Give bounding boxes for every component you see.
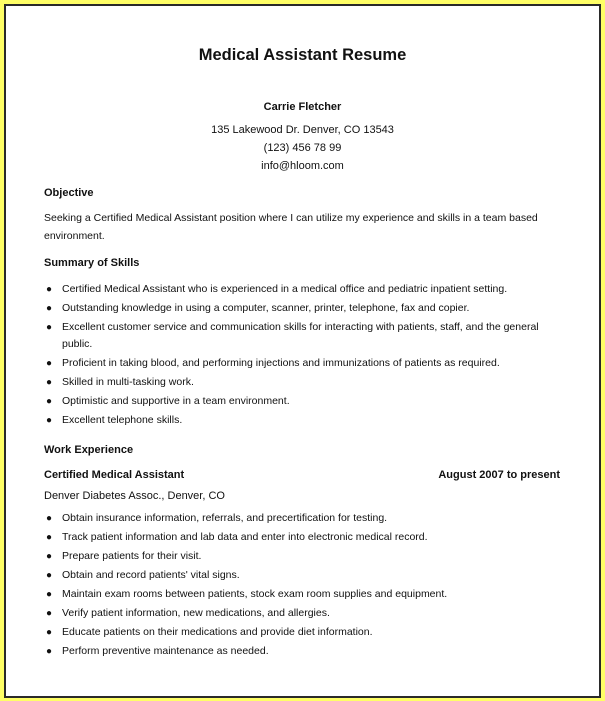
list-item: ● Certified Medical Assistant who is experienced in a medical office and pediatric inpatient setting.	[44, 281, 564, 298]
bullet-icon: ●	[46, 377, 53, 388]
document-title: Medical Assistant Resume	[198, 46, 407, 64]
list-item: ● Obtain insurance information, referrals, and precertification for testing.	[44, 510, 564, 527]
bullet-icon: ●	[46, 551, 53, 562]
list-item: ● Excellent telephone skills.	[44, 412, 564, 429]
bullet-icon: ●	[46, 608, 53, 619]
bullet-icon: ●	[46, 532, 53, 543]
bullet-icon: ●	[46, 303, 53, 314]
list-item: ● Outstanding knowledge in using a computer, scanner, printer, telephone, fax and copier.	[44, 300, 564, 317]
list-item: ● Maintain exam rooms between patients, stock exam room supplies and equipment.	[44, 586, 564, 603]
objective-text: Seeking a Certified Medical Assistant position where I can utilize my experience and skills in a team based environment.	[44, 212, 538, 242]
skills-heading: Summary of Skills	[44, 257, 140, 269]
bullet-icon: ●	[46, 358, 53, 369]
list-item: ● Obtain and record patients' vital signs.	[44, 567, 564, 584]
phone: (123) 456 78 99	[263, 142, 342, 154]
skills-list	[44, 281, 564, 431]
email: info@hloom.com	[261, 160, 344, 172]
bullet-icon: ●	[46, 396, 53, 407]
objective-heading: Objective	[44, 187, 94, 199]
list-item: ● Proficient in taking blood, and performing injections and immunizations of patients as required.	[44, 355, 564, 372]
job-dates: August 2007 to present	[438, 469, 560, 481]
list-item: ● Track patient information and lab data and enter into electronic medical record.	[44, 529, 564, 546]
bullet-icon: ●	[46, 284, 53, 295]
duties-list	[44, 510, 564, 662]
list-item: ● Perform preventive maintenance as needed.	[44, 643, 564, 660]
job-header	[44, 469, 560, 481]
bullet-icon: ●	[46, 322, 53, 333]
bullet-icon: ●	[46, 646, 53, 657]
job-title: Certified Medical Assistant	[44, 469, 185, 481]
experience-heading: Work Experience	[44, 444, 134, 456]
list-item: ● Educate patients on their medications and provide diet information.	[44, 624, 564, 641]
candidate-name: Carrie Fletcher	[263, 101, 342, 113]
document-frame	[4, 4, 601, 698]
list-item: ● Excellent customer service and communication skills for interacting with patients, staff, and the general public.	[46, 321, 539, 350]
list-item: ● Optimistic and supportive in a team environment.	[44, 393, 564, 410]
resume-page	[6, 6, 599, 696]
bullet-icon: ●	[46, 570, 53, 581]
bullet-icon: ●	[46, 513, 53, 524]
list-item: ● Prepare patients for their visit.	[44, 548, 564, 565]
company: Denver Diabetes Assoc., Denver, CO	[44, 490, 225, 502]
list-item: ● Verify patient information, new medications, and allergies.	[44, 605, 564, 622]
list-item: ● Skilled in multi-tasking work.	[44, 374, 564, 391]
bullet-icon: ●	[46, 589, 53, 600]
bullet-icon: ●	[46, 415, 53, 426]
address: 135 Lakewood Dr. Denver, CO 13543	[211, 124, 394, 136]
bullet-icon: ●	[46, 627, 53, 638]
